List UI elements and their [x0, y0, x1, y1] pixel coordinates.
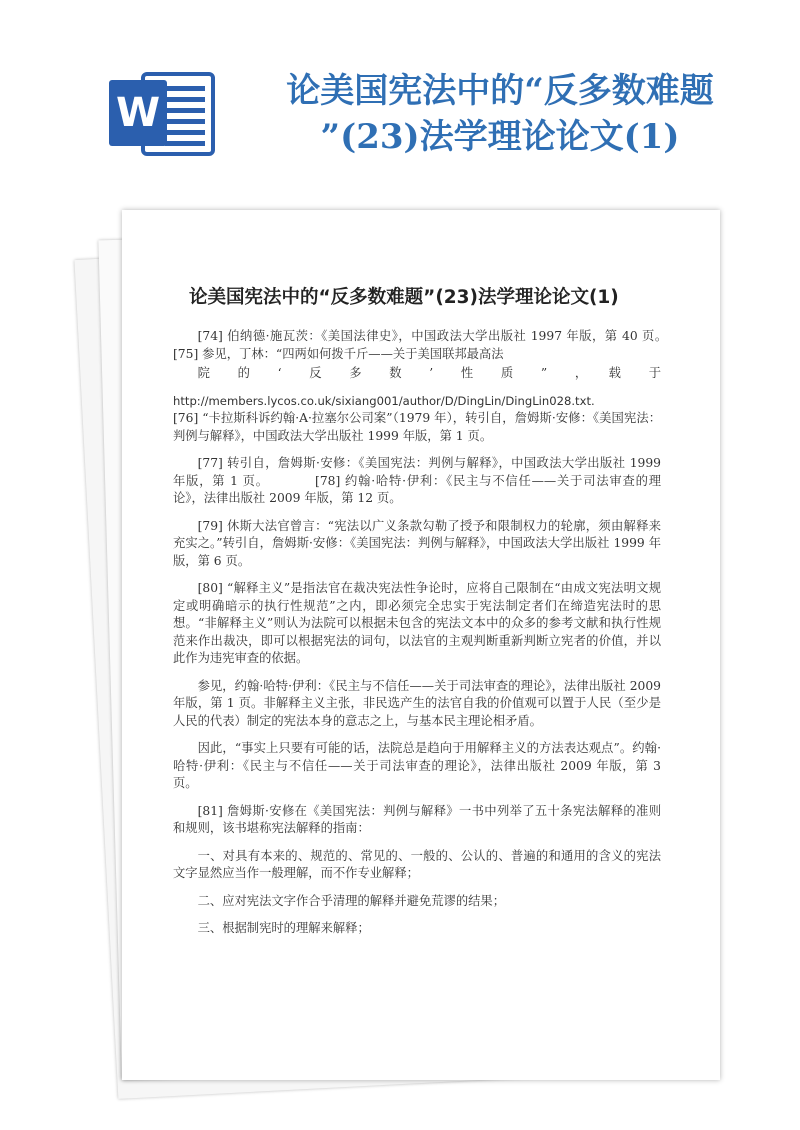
document-title: 论美国宪法中的“反多数难题”(23)法学理论论文(1): [189, 287, 619, 308]
paragraph-therefore: 因此，“事实上只要有可能的话，法院总是趋向于用解释主义的方法表达观点”。约翰·哈特·伊利：《民主与不信任——关于司法审查的理论》，法律出版社 2009 年版，第 3 页。: [173, 741, 661, 790]
heading-line-1: 论美国宪法中的“反多数难题: [286, 71, 714, 111]
paragraph-see-also: 参见，约翰·哈特·伊利：《民主与不信任——关于司法审查的理论》，法律出版社 2009 年版，第 1 页。非解释主义主张，非民选产生的法官自我的价值观可以置于人民（至少是人民的代表）制定的宪法本身的意志之上，与基本民主理论相矛盾。: [173, 678, 661, 728]
rule-3: 三、根据制宪时的理解来解释；: [197, 921, 370, 935]
rule-1: 一、对具有本来的、规范的、常见的、一般的、公认的、普遍的和通用的含义的宪法文字显然应当作一般理解，而不作专业解释；: [173, 848, 661, 880]
rule-2: 二、应对宪法文字作合乎清理的解释并避免荒谬的结果；: [197, 893, 506, 908]
footnote-79: [79] 休斯大法官曾言：“宪法以广义条款勾勒了授予和限制权力的轮廓，须由解释来充实之。”转引自，詹姆斯·安修：《美国宪法：判例与解释》，中国政法大学出版社 1999 年版，第 6 页。: [173, 518, 661, 568]
footnote-75-spread: 院 的 ‘ 反 多 数 ’ 性 质 ” ， 载 于: [197, 366, 661, 380]
footnote-80: [80] “解释主义”是指法官在裁决宪法性争论时，应将自己限制在“由成文宪法明文规定或明确暗示的执行性规范”之内，即必须完全忠实于宪法制定者们在缔造宪法时的思想。“非解释主义”则认为法院可以根据未包含的宪法文本中的众多的参考文献和执行性规范来作出裁决，即可以根据宪法的词句，以法官的主观判断重新判断立宪者的价值，并以此作为违宪审查的依据。: [173, 581, 661, 665]
footnote-75-url: http://members.lycos.co.uk/sixiang001/author/D/DingLin/DingLin028.txt.: [173, 393, 595, 408]
footnote-77-78: [77] 转引自，詹姆斯·安修：《美国宪法：判例与解释》，中国政法大学出版社 1999 年版，第 1 页。 [78] 约翰·哈特·伊利：《民主与不信任——关于司法审查的理论》，法律出版社 2009 年版，第 12 页。: [173, 456, 661, 505]
footnote-74-75: [74] 伯纳德·施瓦茨：《美国法律史》，中国政法大学出版社 1997 年版，第 40 页。 [75] 参见，丁林：“四两如何拨千斤——关于美国联邦最高法: [173, 329, 711, 361]
word-document-icon: [107, 70, 217, 158]
heading-line-2: ”(23)法学理论论文(1): [320, 117, 680, 157]
word-icon-letter: W: [115, 90, 161, 136]
page-heading: [240, 68, 760, 160]
document-body: [173, 328, 711, 948]
footnote-81: [81] 詹姆斯·安修在《美国宪法：判例与解释》一书中列举了五十条宪法解释的准则和规则，该书堪称宪法解释的指南：: [173, 803, 661, 835]
footnote-76: [76] “卡拉斯科诉约翰·A·拉塞尔公司案”（1979 年），转引自，詹姆斯·安修：《美国宪法：判例与解释》，中国政法大学出版社 1999 年版，第 1 页。: [173, 411, 661, 443]
document-page: [122, 210, 720, 1080]
